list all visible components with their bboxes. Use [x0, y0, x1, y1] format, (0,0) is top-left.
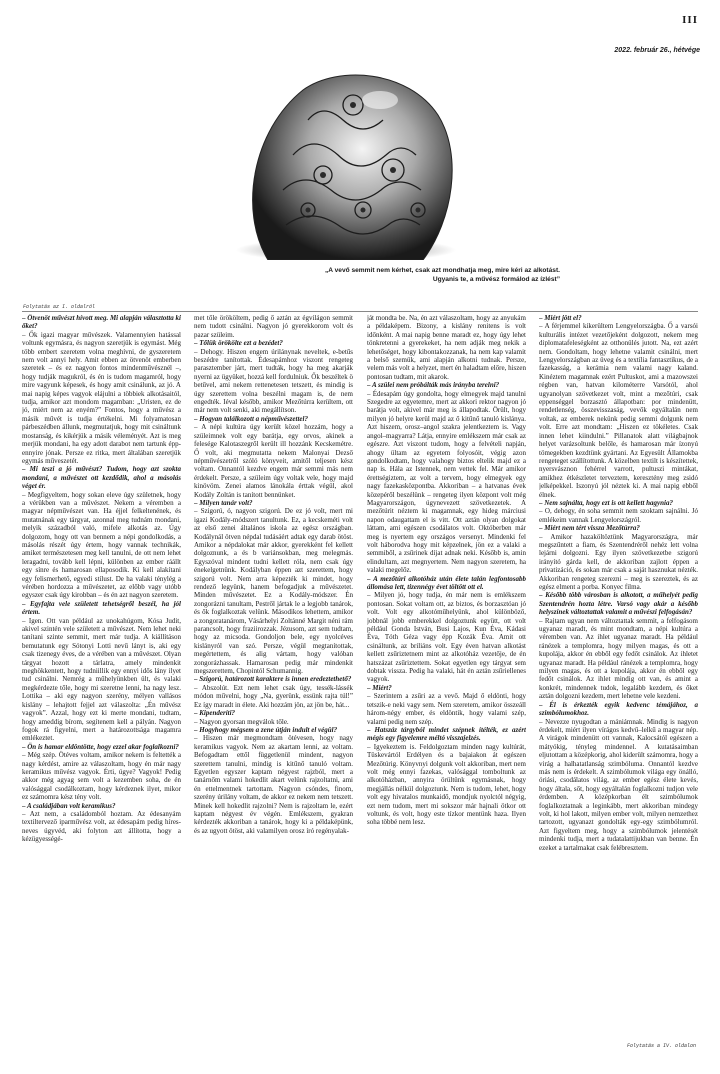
interview-question: – A családjában volt keramikus?	[22, 801, 116, 810]
interview-question: – Hogyan találkozott a népművészettel?	[194, 414, 308, 423]
interview-question: – Hatszáz tárgyból mindet szépnek ítélték, ez azért mégis egy figyelemre méltó visszajelzés.	[367, 725, 526, 743]
continued-from-note: Folytatás az I. oldalról	[23, 304, 96, 310]
interview-answer: – Szerintem a zsűri az a vevő. Majd ő eldönti, hogy tetszik-e neki vagy sem. Nem szeretem, amikor összeáll három-négy ember, és eldöntik, hogy valami szép, valami pedig nem szép.	[367, 692, 526, 726]
interview-answer: – Dehogy. Hiszen engem úrilánynak neveltek, e-betűs beszédre tanítottak. Édesapámhoz viszont rengeteg parasztember járt, mert tudták, hogy ha meg akarják nyerni az ügyüket, hozzá kell fordulniuk. Ők beszéltek ö betűvel, ami nekem rettenetesen tetszett, és mindig is úgy szerettem volna beszélni magam is, de nem engedték. Iéval később, amikor Mezőtúrra kerültem, ott már nem volt senki, aki megállítson.	[194, 347, 353, 415]
interview-answer: – Azt nem, a családomból hoztam. Az édesanyám textiltervező iparművész volt, az édesapám pedig híres-neves úgyvéd, aki folyton azt állította, hogy a kézügyességé-	[22, 809, 181, 844]
caption-line-1: „A vevő semmit nem kérhet, csak azt mondhatja meg, mire kéri az alkotást.	[324, 267, 560, 274]
interview-answer: – Abszolút. Ezt nem lehet csak úgy, tessék-lássék módon művelni, hogy „Na, gyerünk, essünk rajta túl!” Ez így maradt in élete. Aki hozzám jön, az jön be, hát...	[194, 683, 353, 709]
caption-line-2: Ugyanis te, a művész formálod az ízlést”	[432, 276, 560, 283]
interview-answer: – Megfigyeltem, hogy sokan eleve úgy születnek, hogy a vérükben van a művészet. Nekem a véremben a magyar népművészet van. Ha éjjel felkeltenének, és mutatnának egy tárgyat, azonnal meg tudnám mondani, melyik századból való, mifele alkotás az. Úgy dolgozom, hogy ott van bennem a népi gondolkodás, a másolás részét úgy értem, hogy vannak technikák, amiket természetesen meg kell tanulni, de ott nem lehet leragadni, tovább kell lépni, különben az ember ráállt egy sínre és hamarosan ellaposodik. Ki kell alakítani egy felismerhető, egyedi stílust. De ha valaki ténylég a vérében hordozza a művészetet, az előbb vagy utóbb egyszer csak úgy kirobban – és én azt nagyon szeretem.	[22, 490, 181, 600]
ceramic-artwork-photo	[118, 60, 558, 260]
continued-to-note: Folytatás a IV. oldalon	[626, 1043, 696, 1049]
interview-question: – Később több városban is alkotott, a műhelyét pedig Szentendrén hozta létre. Varsó vagy akár a később helyszínek változtattak valamit a művészi felfogásán?	[539, 591, 698, 617]
ceramic-vessel-illustration	[118, 60, 558, 260]
interview-answer: – Rajtam ugyan nem változtattak semmit, a felfogásom ugyanaz maradt, és mint mondtam, a népi kultúra a véremben van. Az ihlet ugyanaz maradt. Ha például ránézek a templomra, hogy milyen magas, és ott a kupolája, akkor én ebből egy fedőt csinálok. Az ihletet ugyanaz maradt. Ha például ránézek a templomra, hogy milyen magas, és ott a kupolája, akkor én ebből egy fedőt csinálok. Az ihlet mindig ott van, és amint a konkrét, mindennek tudok, legalább kezdem, és őket aztán dolgozni kezdem, mert lehetne vele kezdeni.	[539, 616, 698, 701]
interview-question: – A mezőtúri alkotóház után élete talán legfontosabb állomása lett, tizennégy évet töltött ott el.	[367, 574, 526, 591]
interview-question: – Miért jött el?	[539, 314, 582, 322]
interview-question: – Milyen tanár volt?	[194, 498, 253, 507]
interview-answer: – A férjemmel kikerültem Lengyelországba. Ő a varsói kulturális intézet vezetőjeként dolgozott, nekem meg diplomatafeleségként az otthonülés jutott. Na, ezt azért nem. Gondoltam, hogy lehetne valamit csinálni, mert Lengyelországban az üveg és a textília fantasztikus, de a fazekasság, a kerámia nem valami nagy kaland. Kinéztem magamnak ezért Pultuskot, ami a mazowszei régben van, hatvan kilométerre Varsótól, ahol ugyanolyan szövetkezet volt, mint a mezőtúri, csak eppenséggel borzasztó állapotban: por mindenütt, rendetlenség, összevisszaság, vevők egyáltalán nem voltak, az emberek nekünk pedig semmi dolgunk nem volt. Erre azt mondtam: „Hiszen ez tökéletes. Csak innen lehet kiindulni.” Pillanatok alatt világbajnok helyet varázsoltunk belőle, és hamarosan már ízonyú tömegekben kezdtünk gyártani. Az Egyesült Államokba rengeteget szállítottunk. A közelben textilt is készítettek, nyersvásznon fehérrel varrott, pultuszi mintákat, amikhez étkészletet terveztem, keresztény meg zsidó jelképekkel. Iszonyú jól néztek ki. A mai napig ebből élnek.	[539, 322, 698, 499]
article-column-4	[539, 314, 698, 1046]
interview-answer: met tőle örököltem, pedig ő aztán az égvilágon semmit nem tudott csinálni. Nagyon jó gyerekkorom volt és pazar szüleim.	[194, 314, 353, 339]
interview-question: – Egyfajta vele született tehetségről beszél, ha jól értem.	[22, 599, 181, 617]
interview-answer: – Édesapám úgy gondolta, hogy elmegyek majd tanulni Szegedre az egyetemre, mert az akkori rektor nagyon jó barátja volt, akivel már meg is állapodtak. Örült, hogy milyen jó helyre kerül majd az ő kitűnő tanuló kislánya. Azt hiszem, orosz–angol szakra jelentkeztem is. Vagy angol–magyarra? Látja, ennyire emlékszem már csak az egészre. Azt viszont tudom, hogy a felvételi napján, ahogy ültam az egyetem folyosóit, végig azon gondolkodtam, hogy valahogy biztos eltelik majd ez a nap is. Hála az Istennek, nem vettek fel. Már amikor érettségiztem, az volt a tervem, hogy elmegyek egy nagy fazekasközpontba. Akkoriban – a hatvanas évek közepéről beszélünk – rengeteg ilyen központ volt még Magyarországon, úgynevezett szövetkezetek. A mezőtúrit néztem ki magamnak, egy hideg márciusi napon odaugattam el is vitt. Ott aztán olyan dolgokat láttam, ami egészen csodálatos volt. Októberben már meg is nyertem egy országos versenyt. Mindenki fel volt háborodva hogy mit képzelnek, jön ez a valaki a semmiből, a zsűrinek díjat adnak neki. Később is, amin elindultam, azt megnyertem. Nem nagyon szeretem, ha valaki megelőz.	[367, 389, 526, 575]
interview-answer: – Milyen jó, hogy tudja, én már nem is emlékszem pontosan. Sokat voltam ott, az biztos, és borzasztóan jó volt. Volt egy alkotóműhelyünk, ahol különböző, jobbnál jobb emberekkel dolgoztunk együtt, ott volt például Gonda István, Busi Lajos, Kun Éva, Kádasi Éva, Tóth Géza vagy épp Kozák Éva. Amit ott csináltunk, az briliáns volt. Egy éven hatvan alkotást kellett zsűriztetnem mint az alkotóház vezetője, de én hatszázat zsűriztettem. Sokat egyetlen egy tárgyat sem dobtak vissza. Pedig ha valaki, hát én aztán zsűriellenes vagyok.	[367, 591, 526, 684]
interview-question: – Mi teszi a jó művészt? Tudom, hogy azt szokta mondani, a művészet ott kezdődik, ahol a másolás véget ér.	[22, 465, 181, 491]
interview-question: – Él is érkezték egyik kedvenc témájához, a szimbólumokhoz.	[539, 700, 698, 718]
photo-caption	[270, 266, 560, 284]
interview-answer: – Amikor hazaköltöztünk Magyarországra, már megszűntett a fiam, és Szentendréről nehéz lett volna lejárni dolgozni. Egy ilyen szövetkezetbe szigorú irányító gárda kell, de akkoriban zajlott éppen a privatizáció, és sokan már csak a saját hasznukat nézték. Akkoriban rengeteg szerezni – meg is szereztek, és az egész elment a porba. Konyec filma.	[539, 532, 698, 591]
article-column-3	[367, 314, 526, 1046]
interview-answer: – Igen. Ott van például az unokahúgom, Kósa Judit, akivel szintén vele született a művészet. Nem lehet neki tanítani szinte semmit, mert már tudja. A kiállításon bemutatunk egy Sótonyi Lotti nevű lányt is, aki egy csak tizenegy éves, de a vérében van a művészet. Olyan tárgyat hozott a tárlatra, amely mindenkit meghökkentett, hogy tudniillik egy ennyi idős lány ilyet tud csinálni. Nemrég a műhelyünkben ült, és valaki megkérdezte tőle, hogy mi szeretne lenni, ha nagy lesz. Lottika – aki egy nagyon szerény, mélyen vallásos kislány – lehajtott fejjel azt válaszolta: „Én művész vagyok”. Azzal, hogy ezt ki merte mondani, tudtam, hogy ameddig bírom, segítenem kell a pályán. Nagyon fogok rá figyelni, mert a határozottsága magamra emlékeztet.	[22, 616, 181, 743]
interview-question: – A szülei nem próbálták más irányba terelni?	[367, 381, 500, 390]
article-body	[22, 314, 698, 1046]
interview-question: – Szigorú, határozott karaktere is innen eredeztethető?	[194, 675, 352, 684]
interview-answer: – Nagyon gyorsan megválok tőle.	[194, 717, 289, 726]
interview-question: – Nem sajnálta, hogy ezt is ott kellett hagynia?	[539, 498, 673, 507]
interview-question: – Ötvenöt művészt hívott meg. Mi alapján választotta ki őket?	[22, 314, 181, 331]
interview-question: – Hogyhogy mégsem a zene útján indult el végül?	[194, 725, 338, 734]
top-divider	[22, 311, 698, 312]
interview-answer: ját mondta be. Na, én azt válaszoltam, hogy az anyukám a példaképem. Bizony, a kislány renitens is volt időnként. A mai napig benne maradt ez, hogy úgy lehet tönkretenni a gyerekeket, ha nem adják meg nekik a lehetőséget, hogy kibontakozzanak, ha nem kap valamit a belső szemük, ami alapján alkotni tudnak. Persze, velem más volt a helyzet, mert én haladtam előre, hiszen pontosan tudtam, mit akarok.	[367, 314, 526, 381]
interview-question: – Kipenderíti?	[194, 709, 236, 718]
interview-answer: – Ők igazi magyar művészek. Valamennyien hatással voltunk egymásra, és nagyon szeretjük is egymást. Még több embert szeretem volna meghívni, de gyszeretem nem volt annyi hely. Amit ebben az ötvenöt emberben szeretek – és ez nagyon fontos mindenművésznél –, hogy tudják magukról, és én is tudom magamról, hogy mire vagyunk képesek, és hogy amit csinálunk, az jó. A mai napig képes vagyok elájulni a többiek alkotásaitól, tudja, amikor azt mondom magamban: „Uristen, ez de jó, miért nem az enyém?” Fontos, hogy a művész a másik művét is tudja értékelni. Mi folyamatosan párbeszédben állunk, megmutatjuk, hogy mit csináltunk mostanság, és kikérjük a másik véleményét. Azt is meg merjük mondani, ha egy adott darabot nem tartunk épp-ennyire jónak. Persze ez ritka, mert általában szeretjük egymás műveszetét.	[22, 330, 181, 465]
interview-answer: – Igyekeztem is. Feldolgoztam minden nagy kultúrát, Tüskevártól Erdélyen és a bajaiakon át egészen Mezőtúrig. Könyvnyi dolgunk volt akkoriban, mert nem volt még ennyi fazekas, valósággal tomboltunk az alkotóházban, annyira örültünk egymásnak, hogy megjállás nélkül dolgoztunk. Nem is tudom, lehet, hogy volt egy hivatalos munkaidő, mondjuk nyolctól négyig, ezt nem tudom, mert mi sokszor már hajnali ötkor ott voltunk, és volt, hogy este tízkor mentünk haza. Ilyen soha többé nem lesz.	[367, 742, 526, 827]
interview-question: – Ön is hamar eldöntötte, hogy ezzel akar foglalkozni?	[22, 742, 179, 751]
interview-answer: – A népi kultúra úgy került közel hozzám, hogy a szüleimnek volt egy barátja, egy orvos, akinek a felesége Kalotaszegről került ill hozzánk Kecskemétre. Ő volt, aki megmutatta nekem Malonyai Dezső népművészetről szóló könyveit, amitől teljesen kész voltam. Onnantól kezdve engem már semmi más nem érdekelt. Persze, a szüleim úgy voltak vele, hogy majd kinövöm. Zenei alamos lánokála érttak végül, akol Kodály Zoltán is tanított bennünket.	[194, 423, 353, 499]
interview-question: – Miért nem tért vissza Mezőtúrra?	[539, 524, 640, 533]
article-column-1	[22, 314, 181, 1046]
article-column-2	[194, 314, 353, 1046]
page-number: III	[682, 14, 698, 26]
interview-question: – Miért?	[367, 683, 392, 692]
interview-answer: – Még szép. Ötéves voltam, amikor nekem is feltették a nagy kérdést, amire az válaszoltam, hogy én már nagy keramikus művész vagyok. Érti, úgye? Vagyok! Pedig akkor még agyag sem volt a kezemben soha, de én valósággal csodálkoztam, hogy kérdeznek ilyet, mikor ez számomra kész tény volt.	[22, 751, 181, 802]
interview-question: – Tőlük örökölte ezt a bezédet?	[194, 339, 283, 348]
interview-answer: – O, dehogy, én soha semmit nem szoktam sajnálni. Jó emlékeim vannak Lengyelországról.	[539, 507, 698, 524]
issue-date: 2022. február 26., hétvége	[614, 47, 700, 54]
interview-answer: – Szigorú, ó, nagyon szigorú. De ez jó volt, mert mi igazi Kodály-módszert tanultunk. Ez, a kecskeméti volt az első zenei általános iskola az egész országban. Kodálynál ötven népdal tudásáért adtak egy darab ötöst. Amikor a népdalokat már akkor, gyerekként fel kellett dolgoznunk, a és b variánsokban, meg melegmás. Egyszóval mindent tudni kellett róla, nem csak úgy énekelgetnünk. Kodályban éppen azt szerettem, hogy szigorú volt. Nem arra képezték ki mindet, hogy rendező legyünk, hanem befogadjuk a művészetet. Minden művészetet. Ez a Kodály-módszer. Én zongorázni tanultam, Pestről jártak le a legjobb tanárok, és ők foglalkoztak velünk. Másodikos lehettem, amikor a zongoratanárom, Vásárhelyi Zoltánné Margit néni rám parancsolt, hogy fraziirozzak. Jézusom, azt sem tudtam, hogy az micsoda. Gondoljon bele, egy nyolcéves kislányról van szó. Persze, végül megtanítottak, megértettem, és alig vártam, hogy valóban zongorázhassak. Hamarosan pedig már mindenkit megszerettem, Chopintól Schumannig.	[194, 507, 353, 676]
interview-answer: – Hiszen már megmondtam ötévesen, hogy nagy keramikus vagyok. Nem az akartam lenni, az voltam. Befogadtam ettől függetlenül mindent, nagyon szerettem tanulni, mindig is kitűnő tanuló voltam. Egyetlen egyszer kaptam négyest rajzból, mert a tanárnőm valami hokedlit akart velünk rajzoltatni, ami én ettelmentnek tartottam. Nagyon csóndes, finom, szerény úrilány voltam, de akkor ez nekem nem tetszett. Minek kell hokedlit rajzolni? Nem is rajzoltam le, ezért kaptam négyest év végén. Emlékszem, gyakran kérdezték akkoriban a tanárok, hogy ki a példaképünk, és az ugyott ötöst, aki valamilyen orosz író regényalak-	[194, 734, 353, 835]
interview-answer: – Nevezze nyugodtan a mániámnak. Mindig is nagyon érdekelt, miért ilyen vírágos kedvű–lelkű a magyar nép. A virágok mindenütt ott vannak, Kalocsától egészen a mátyókig, tényleg mindennel. A kutatásaimban eljutottam a középkorig, ahol kiderült számomra, hogy a virág a halhatatlanság szimbóluma. Onnantól kezdve más nem is érdekelt. A szimbólumok világa egy önálló, óriási, csodálatos világ, az ember egész élete kevés, hogy általa, sőt, hogy egyáltalán foglalkozni tudjon vele érdemben. A középkorban élt szimbólumok foglalkoztatnak a leginkább, mert akkoriban mindegy volt, ki hol lakott, milyen ember volt, milyen nemzethez tartozott, ugyanazt gondolták egy-egy szimbólumról. Azt figyeltem meg, hogy a szimbólumok jelentését mindenki tudja, mert a tudatalattijukban van benne. Én ezeket a tartalmakat csak felébresztem.	[539, 717, 698, 852]
